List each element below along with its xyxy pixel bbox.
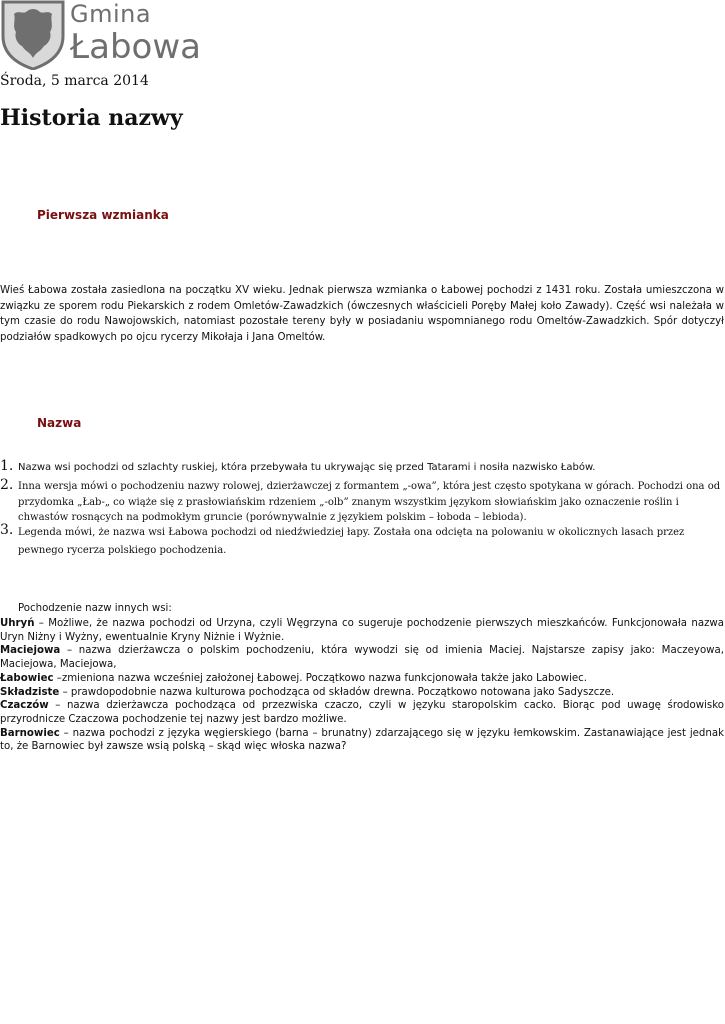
article-date: Środa, 5 marca 2014: [0, 73, 149, 89]
section-text-first-mention: Wieś Łabowa została zasiedlona na początku XV wieku. Jednak pierwsza wzmianka o Łabowej pochodzi z 1431 roku. Została umieszczona w związku ze sporem rodu Piekarskich z rodem Omletów-Zawadzkich (ówczesnych właścicieli Poręby Małej koło Zawady). Część wsi należała w tym czasie do rodu Nawojowskich, natomiast pozostałe tereny były w posiadaniu wspomnianego rodu Omeltów-Zawadzkich. Spór dotyczył podziałów spadkowych po ojcu rycerzy Mikołaja i Jana Omeltów.: [0, 285, 724, 343]
village-name: Maciejowa: [0, 645, 61, 657]
list-item: [0, 460, 724, 479]
list-item: [0, 617, 724, 644]
other-villages-list: [0, 617, 724, 754]
logo-line2: Łabowa: [70, 27, 201, 67]
list-item-text: Nazwa wsi pochodzi od szlachty ruskiej, która przebywała tu ukrywając się przed Tatarami i nosiła nazwisko Łabów.: [18, 462, 596, 473]
list-item-number: 3.: [0, 522, 14, 538]
site-logo[interactable]: [0, 0, 200, 72]
list-item: [0, 699, 724, 726]
list-item-text: Legenda mówi, że nazwa wsi Łabowa pochodzi od niedźwiedziej łapy. Została ona odcięta na polowaniu w okolicznych lasach przez pewnego rycerza polskiego pochodzenia.: [18, 527, 685, 556]
village-name: Uhryń: [0, 618, 35, 629]
list-item: [0, 672, 724, 686]
name-origin-list: [0, 460, 724, 564]
section-heading-first-mention: Pierwsza wzmianka: [37, 208, 169, 222]
section-heading-name: Nazwa: [37, 416, 82, 430]
village-description: –zmieniona nazwa wcześniej założonej Łabowej. Początkowo nazwa funkcjonowała także jako Labowiec.: [53, 672, 588, 684]
logo-line1: Gmina: [70, 0, 152, 28]
village-description: – Możliwe, że nazwa pochodzi od Urzyna, czyli Węgrzyna co sugeruje pochodzenie pierwszych mieszkańców. Funkcjonowała nazwa Uryn Niżny i Wyżny, ewentualnie Kryny Niżnie i Wyżnie.: [0, 618, 724, 643]
village-name: Czaczów: [0, 700, 49, 712]
list-item: [0, 479, 724, 524]
list-item: [0, 644, 724, 671]
village-name: Składziste: [0, 686, 60, 698]
village-description: – nazwa pochodzi z języka węgierskiego (barna – brunatny) zdarzającego się w języku łemkowskim. Zastanawiające jest jednak to, że Barnowiec był zawsze wsią polską – skąd więc włoska nazwa?: [0, 727, 724, 753]
list-item: [0, 686, 724, 700]
list-item-text: Inna wersja mówi o pochodzeniu nazwy rolowej, dzierżawczej z formantem „-owa”, która jest często spotykana w górach. Pochodzi ona od przydomka „Łab-„ co wiąże się z prasłowiańskim rdzeniem „-olb” znanym wszystkim językom słowiańskim jako oznaczenie roślin i chwastów rosnących na podmokłym gruncie (porównywalnie z językiem polskim – łoboda – lebioda).: [18, 481, 721, 523]
village-description: – nazwa dzierżawcza o polskim pochodzeniu, która wywodzi się od imienia Maciej. Najstarsze zapisy jako: Maczeyowa, Maciejowa, Maciejowa,: [0, 645, 724, 671]
site-name: [70, 0, 201, 67]
village-description: – prawdopodobnie nazwa kulturowa pochodząca od składów drewna. Początkowo notowana jako Sadyszcze.: [59, 686, 615, 698]
other-villages-heading: Pochodzenie nazw innych wsi:: [18, 603, 172, 614]
coat-of-arms-icon: [0, 0, 66, 70]
list-item: [0, 524, 724, 564]
list-item: [0, 727, 724, 754]
village-name: Barnowiec: [0, 727, 60, 739]
village-description: – nazwa dzierżawcza pochodząca od przezwiska czaczo, czyli w języku staropolskim cacko. Biorąc pod uwagę środowisko przyrodnicze Czaczowa pochodzenie tej nazwy jest bardzo możliwe.: [0, 700, 724, 725]
list-item-number: 1.: [0, 458, 14, 474]
list-item-number: 2.: [0, 477, 14, 493]
village-name: Łabowiec: [0, 672, 54, 684]
page-title: Historia nazwy: [0, 105, 183, 131]
